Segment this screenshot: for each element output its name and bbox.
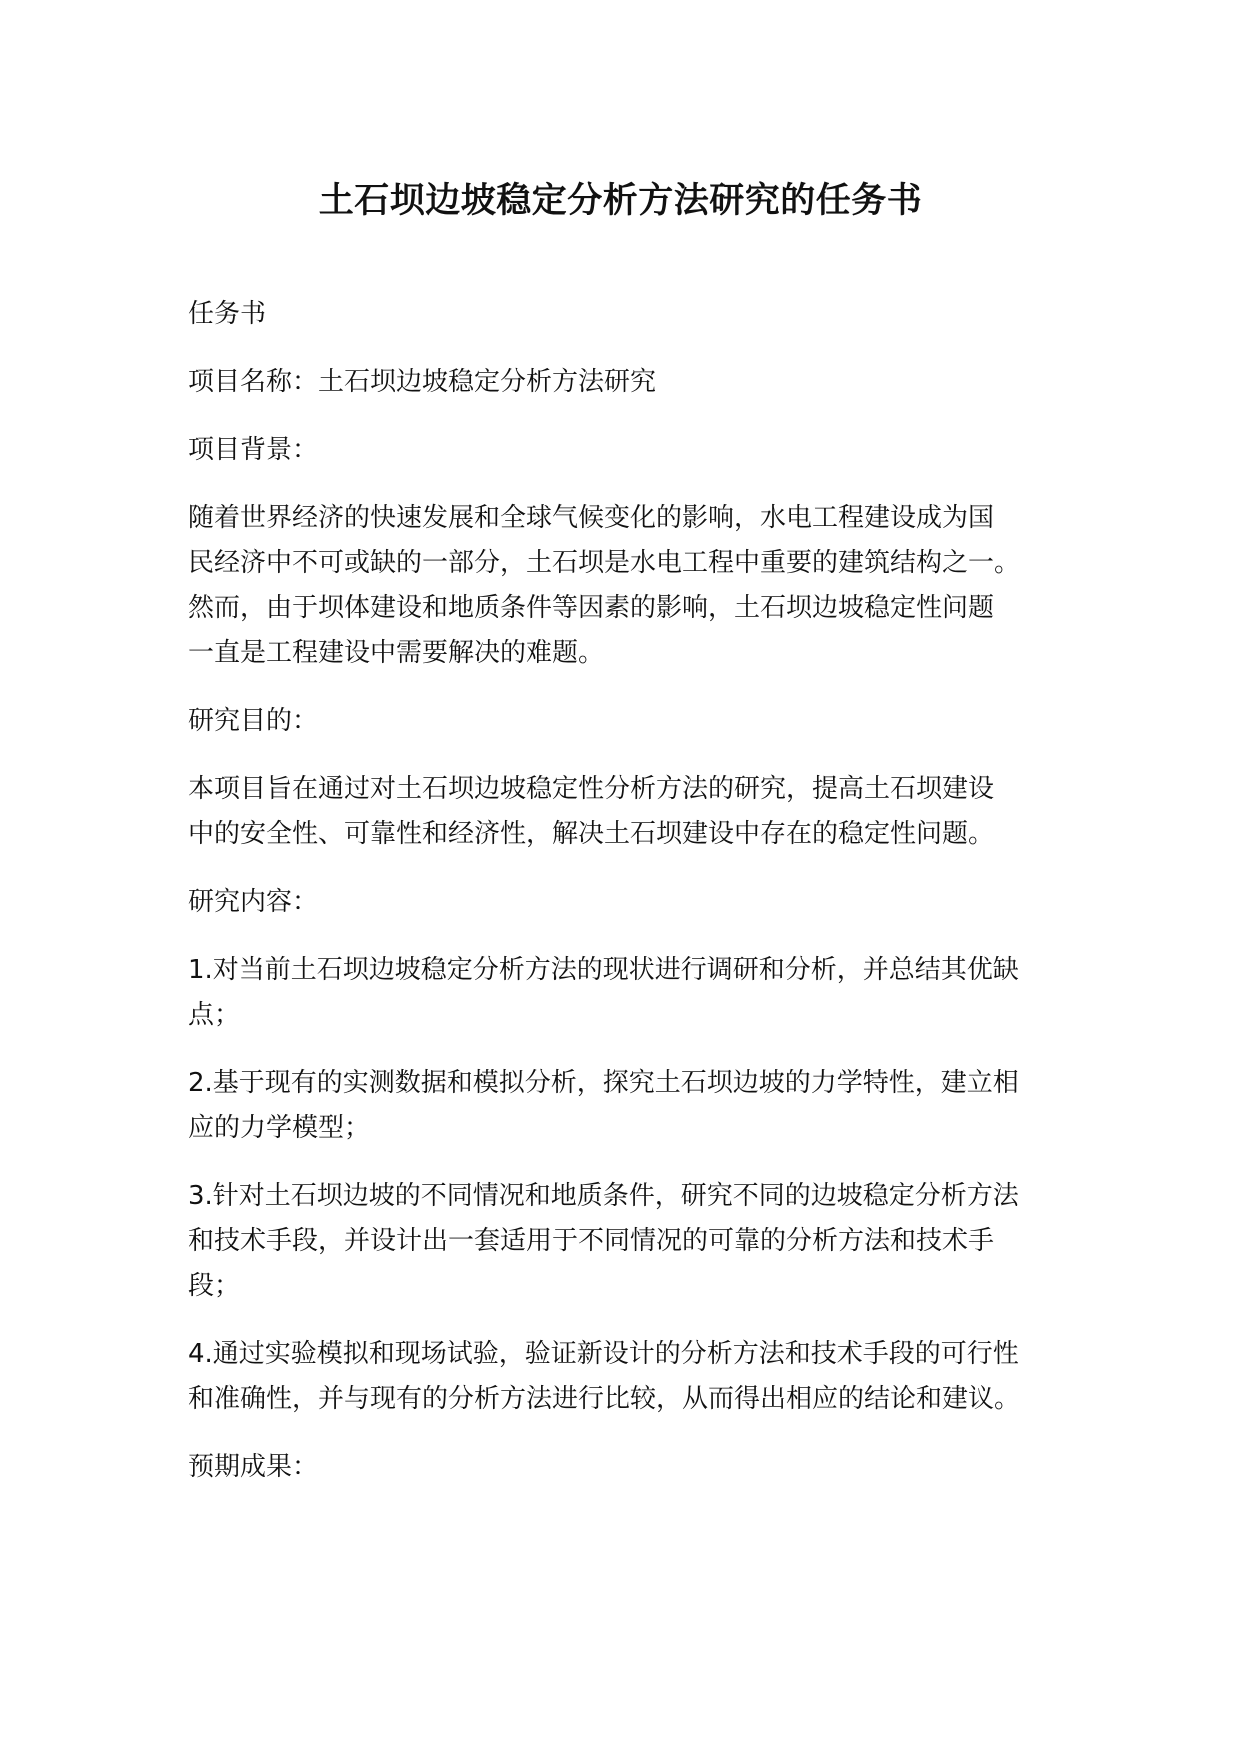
- text-line: 本项目旨在通过对土石坝边坡稳定性分析方法的研究，提高土石坝建设: [188, 774, 995, 804]
- text-line: 随着世界经济的快速发展和全球气候变化的影响，水电工程建设成为国: [188, 503, 995, 533]
- text-line: 项目背景：: [188, 435, 319, 465]
- text-line: 4.通过实验模拟和现场试验，验证新设计的分析方法和技术手段的可行性: [188, 1339, 1019, 1369]
- paragraph-content-item-3: [188, 1174, 1088, 1309]
- text-line: 3.针对土石坝边坡的不同情况和地质条件，研究不同的边坡稳定分析方法: [188, 1181, 1019, 1211]
- text-line: 点；: [188, 1000, 241, 1030]
- paragraph-content-item-1: [188, 948, 1088, 1038]
- paragraph-content-item-4: [188, 1332, 1088, 1422]
- text-line: 段；: [188, 1271, 241, 1301]
- paragraph-background: [188, 496, 1088, 676]
- text-line: 预期成果：: [188, 1452, 319, 1482]
- paragraph-results-label: [188, 1445, 1088, 1490]
- document-body: [188, 292, 1088, 1513]
- text-line: 和技术手段，并设计出一套适用于不同情况的可靠的分析方法和技术手: [188, 1226, 995, 1256]
- paragraph-background-label: [188, 428, 1088, 473]
- text-line: 研究内容：: [188, 887, 319, 917]
- paragraph-content-label: [188, 880, 1088, 925]
- text-line: 然而，由于坝体建设和地质条件等因素的影响，土石坝边坡稳定性问题: [188, 593, 995, 623]
- text-line: 应的力学模型；: [188, 1113, 371, 1143]
- text-line: 研究目的：: [188, 706, 319, 736]
- document-title: 土石坝边坡稳定分析方法研究的任务书: [318, 181, 923, 221]
- text-line: 民经济中不可或缺的一部分，土石坝是水电工程中重要的建筑结构之一。: [188, 548, 1021, 578]
- paragraph-purpose-label: [188, 699, 1088, 744]
- text-line: 任务书: [188, 299, 267, 329]
- paragraph-purpose: [188, 767, 1088, 857]
- text-line: 1.对当前土石坝边坡稳定分析方法的现状进行调研和分析，并总结其优缺: [188, 955, 1019, 985]
- text-line: 一直是工程建设中需要解决的难题。: [188, 638, 605, 668]
- text-line: 和准确性，并与现有的分析方法进行比较，从而得出相应的结论和建议。: [188, 1384, 1021, 1414]
- paragraph-content-item-2: [188, 1061, 1088, 1151]
- paragraph-heading: [188, 292, 1088, 337]
- text-line: 2.基于现有的实测数据和模拟分析，探究土石坝边坡的力学特性，建立相: [188, 1068, 1019, 1098]
- text-line: 中的安全性、可靠性和经济性，解决土石坝建设中存在的稳定性问题。: [188, 819, 995, 849]
- text-line: 项目名称：土石坝边坡稳定分析方法研究: [188, 367, 657, 397]
- paragraph-project-name: [188, 360, 1088, 405]
